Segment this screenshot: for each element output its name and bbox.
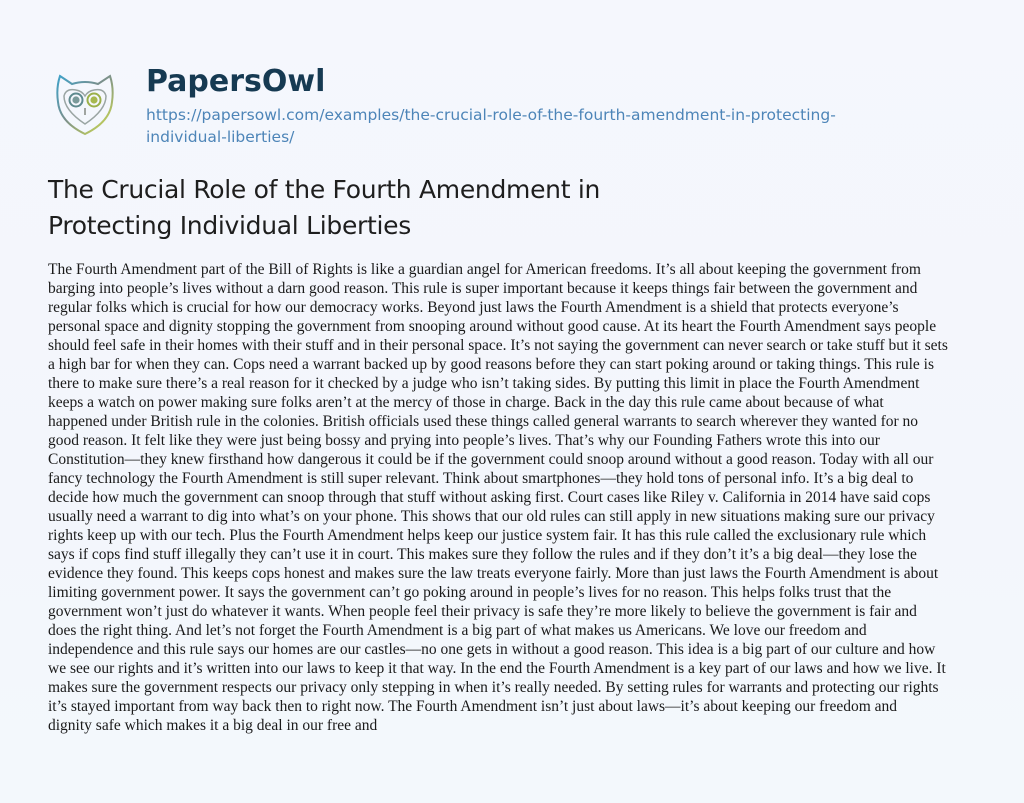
body-line: does the right thing. And let’s not forget the Fourth Amendment is a big part of what makes us Americans. We love our freedom and xyxy=(48,622,867,639)
body-line: keeps a watch on power making sure folks aren’t at the mercy of those in charge. Back in the day this rule came about because of what xyxy=(48,394,884,411)
body-line: we see our rights and it’s written into our laws to keep it that way. In the end the Fourth Amendment is a key part of our laws and how we live. It xyxy=(48,660,946,677)
body-line: fancy technology the Fourth Amendment is still super relevant. Think about smartphones—they hold tons of personal info. It’s a big deal to xyxy=(48,470,914,487)
body-line: personal space and dignity stopping the government from snooping around without good cause. At its heart the Fourth Amendment says people xyxy=(48,318,937,335)
body-line: it’s stayed important from way back then to right now. The Fourth Amendment isn’t just about laws—it’s about keeping our freedom and xyxy=(48,698,898,715)
brand-name: PapersOwl xyxy=(146,64,326,99)
body-line: dignity safe which makes it a big deal in our free and xyxy=(48,717,378,734)
brand-block xyxy=(146,62,926,148)
body-line: regular folks which is crucial for how our democracy works. Beyond just laws the Fourth Amendment is a shield that protects everyone’s xyxy=(48,299,899,316)
body-line: barging into people’s lives without a darn good reason. This rule is super important because it keeps things fair between the government and xyxy=(48,280,918,297)
body-line: happened under British rule in the colonies. British officials used these things called general warrants to search wherever they wanted for no xyxy=(48,413,919,430)
body-line: usually need a warrant to dig into what’s on your phone. This shows that our old rules can still apply in new situations making sure our privacy xyxy=(48,508,935,525)
body-line: a high bar for when they can. Cops need a warrant backed up by good reasons before they can start poking around or taking things. This rule is xyxy=(48,356,934,373)
body-line: independence and this rule says our homes are our castles—no one gets in without a good reason. This idea is a big part of our culture and how xyxy=(48,641,936,658)
body-line: there to make sure there’s a real reason for it checked by a judge who isn’t taking sides. By putting this limit in place the Fourth Amendment xyxy=(48,375,920,392)
essay-title-line-2: Protecting Individual Liberties xyxy=(48,211,411,240)
body-line: decide how much the government can snoop through that stuff without asking first. Court cases like Riley v. California in 2014 have said cops xyxy=(48,489,931,506)
body-line: good reason. It felt like they were just being bossy and prying into people’s lives. That’s why our Founding Fathers wrote this into our xyxy=(48,432,880,449)
essay-title xyxy=(48,172,600,244)
body-line: makes sure the government respects our privacy only stepping in when it’s really needed. By setting rules for warrants and protecting our rights xyxy=(48,679,939,696)
essay-body xyxy=(48,260,1008,735)
body-line: says if cops find stuff illegally they can’t use it in court. This makes sure they follow the rules and if they don’t it’s a big deal—they lose the xyxy=(48,546,917,563)
body-line: limiting government power. It says the government can’t go poking around in people’s lives for no reason. This helps folks trust that the xyxy=(48,584,892,601)
source-url-line-1[interactable]: https://papersowl.com/examples/the-crucial-role-of-the-fourth-amendment-in-protecting- xyxy=(146,106,836,124)
source-url-link[interactable] xyxy=(146,104,926,148)
body-line: evidence they found. This keeps cops honest and makes sure the law treats everyone fairly. More than just laws the Fourth Amendment is about xyxy=(48,565,939,582)
body-line: rights keep up with our tech. Plus the Fourth Amendment helps keep our justice system fair. It has this rule called the exclusionary rule which xyxy=(48,527,927,544)
essay-title-line-1: The Crucial Role of the Fourth Amendment in xyxy=(48,175,601,204)
body-line: Constitution—they knew firsthand how dangerous it could be if the government could snoop around without a good reason. Today with all our xyxy=(48,451,934,468)
source-url-line-2[interactable]: individual-liberties/ xyxy=(146,128,295,146)
body-line: should feel safe in their homes with their stuff and in their personal space. It’s not saying the government can never search or take stuff but it sets xyxy=(48,337,948,354)
body-line: The Fourth Amendment part of the Bill of Rights is like a guardian angel for American freedoms. It’s all about keeping the government from xyxy=(48,261,921,278)
body-line: government won’t just do whatever it wants. When people feel their privacy is safe they’re more likely to believe the government is fair and xyxy=(48,603,917,620)
site-header xyxy=(48,62,926,148)
owl-logo-icon xyxy=(48,66,122,138)
